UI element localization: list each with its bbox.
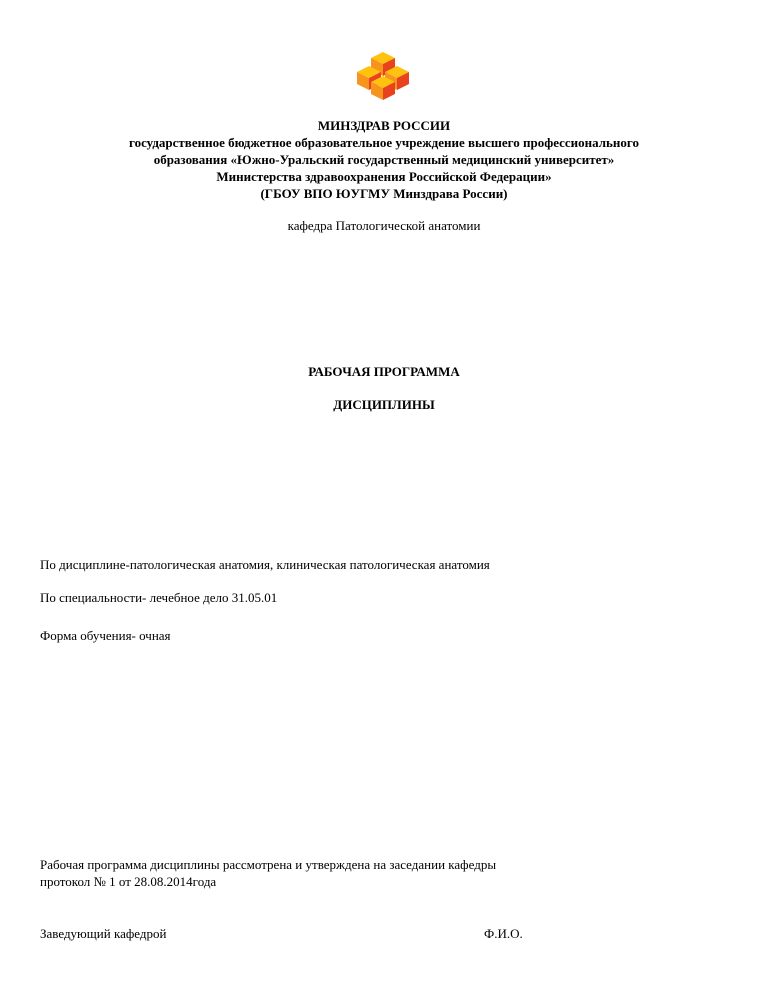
approval-line: Рабочая программа дисциплины рассмотрена и утверждена на заседании кафедры <box>40 857 497 872</box>
document-subtitle: ДИСЦИПЛИНЫ <box>333 397 435 412</box>
protocol-line: протокол № 1 от 28.08.2014года <box>40 874 217 889</box>
signature-name-label: Ф.И.О. <box>484 926 523 941</box>
study-form-line: Форма обучения- очная <box>40 628 171 643</box>
institution-line-4: (ГБОУ ВПО ЮУГМУ Минздрава России) <box>260 186 508 201</box>
head-of-department-label: Заведующий кафедрой <box>40 926 167 941</box>
institution-line-2: образования «Южно-Уральский государственный медицинский университет» <box>153 152 615 167</box>
document-title: РАБОЧАЯ ПРОГРАММА <box>308 364 460 379</box>
institution-line-1: государственное бюджетное образовательное учреждение высшего профессионального <box>128 135 639 150</box>
specialty-line: По специальности- лечебное дело 31.05.01 <box>40 590 278 605</box>
institution-line-3: Министерства здравоохранения Российской Федерации» <box>216 169 552 184</box>
department-name: кафедра Патологической анатомии <box>287 218 481 233</box>
university-logo-icon <box>357 50 409 102</box>
ministry-heading: МИНЗДРАВ РОССИИ <box>317 118 451 133</box>
discipline-line: По дисциплине-патологическая анатомия, клиническая патологическая анатомия <box>40 557 490 572</box>
